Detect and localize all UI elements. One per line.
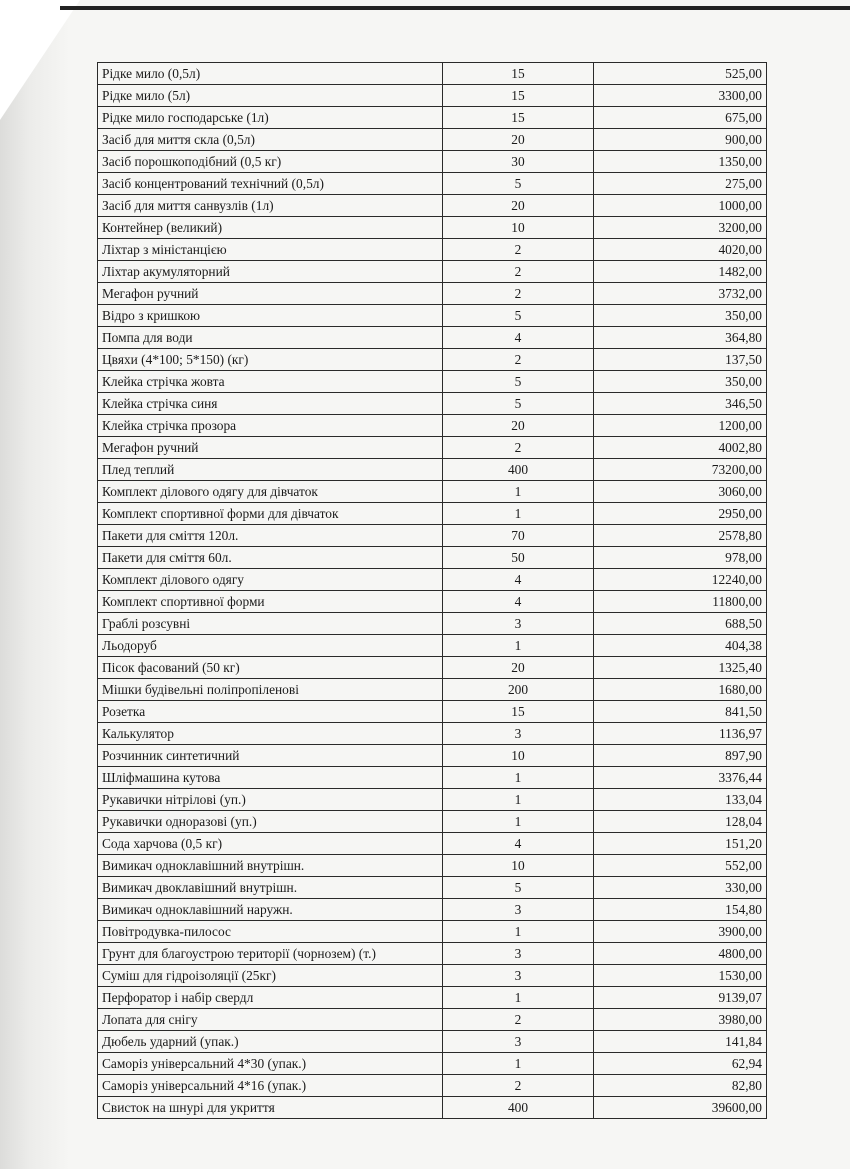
item-quantity-cell: 1 [443, 921, 594, 943]
table-row [98, 657, 767, 679]
item-quantity-cell: 4 [443, 833, 594, 855]
item-amount-cell: 675,00 [594, 107, 767, 129]
item-quantity-cell: 30 [443, 151, 594, 173]
item-amount-cell: 841,50 [594, 701, 767, 723]
item-name-cell: Помпа для води [98, 327, 443, 349]
item-quantity-cell: 4 [443, 569, 594, 591]
table-row [98, 1053, 767, 1075]
table-row [98, 591, 767, 613]
item-name-cell: Комплект ділового одягу [98, 569, 443, 591]
item-amount-cell: 62,94 [594, 1053, 767, 1075]
item-name-cell: Засіб для миття скла (0,5л) [98, 129, 443, 151]
item-name-cell: Грунт для благоустрою території (чорнозем) (т.) [98, 943, 443, 965]
item-amount-cell: 404,38 [594, 635, 767, 657]
item-quantity-cell: 2 [443, 1075, 594, 1097]
goods-table [97, 62, 767, 1119]
item-name-cell: Клейка стрічка синя [98, 393, 443, 415]
table-row [98, 635, 767, 657]
item-amount-cell: 350,00 [594, 371, 767, 393]
table-row [98, 899, 767, 921]
item-amount-cell: 128,04 [594, 811, 767, 833]
table-row [98, 481, 767, 503]
item-name-cell: Пісок фасований (50 кг) [98, 657, 443, 679]
item-amount-cell: 141,84 [594, 1031, 767, 1053]
table-row [98, 217, 767, 239]
item-amount-cell: 330,00 [594, 877, 767, 899]
table-row [98, 195, 767, 217]
item-quantity-cell: 3 [443, 965, 594, 987]
item-name-cell: Мегафон ручний [98, 437, 443, 459]
item-quantity-cell: 15 [443, 107, 594, 129]
item-amount-cell: 82,80 [594, 1075, 767, 1097]
table-row [98, 459, 767, 481]
item-name-cell: Калькулятор [98, 723, 443, 745]
item-quantity-cell: 70 [443, 525, 594, 547]
item-name-cell: Розчинник синтетичний [98, 745, 443, 767]
item-quantity-cell: 1 [443, 811, 594, 833]
table-row [98, 613, 767, 635]
item-quantity-cell: 2 [443, 239, 594, 261]
item-amount-cell: 897,90 [594, 745, 767, 767]
table-row [98, 283, 767, 305]
item-quantity-cell: 2 [443, 261, 594, 283]
item-amount-cell: 9139,07 [594, 987, 767, 1009]
table-row [98, 305, 767, 327]
item-amount-cell: 3900,00 [594, 921, 767, 943]
item-amount-cell: 1350,00 [594, 151, 767, 173]
item-amount-cell: 4002,80 [594, 437, 767, 459]
item-quantity-cell: 10 [443, 855, 594, 877]
item-quantity-cell: 5 [443, 173, 594, 195]
item-amount-cell: 4800,00 [594, 943, 767, 965]
item-name-cell: Засіб концентрований технічний (0,5л) [98, 173, 443, 195]
table-row [98, 723, 767, 745]
item-name-cell: Вимикач одноклавішний внутрішн. [98, 855, 443, 877]
table-row [98, 261, 767, 283]
item-quantity-cell: 3 [443, 723, 594, 745]
item-amount-cell: 12240,00 [594, 569, 767, 591]
table-row [98, 437, 767, 459]
item-amount-cell: 2578,80 [594, 525, 767, 547]
item-amount-cell: 3200,00 [594, 217, 767, 239]
item-name-cell: Саморіз універсальний 4*16 (упак.) [98, 1075, 443, 1097]
table-row [98, 987, 767, 1009]
item-name-cell: Ліхтар з міністанцією [98, 239, 443, 261]
item-name-cell: Суміш для гідроізоляції (25кг) [98, 965, 443, 987]
item-name-cell: Шліфмашина кутова [98, 767, 443, 789]
item-name-cell: Саморіз універсальний 4*30 (упак.) [98, 1053, 443, 1075]
item-name-cell: Клейка стрічка жовта [98, 371, 443, 393]
item-quantity-cell: 5 [443, 393, 594, 415]
table-row [98, 965, 767, 987]
table-row [98, 811, 767, 833]
table-row [98, 701, 767, 723]
item-quantity-cell: 1 [443, 789, 594, 811]
item-amount-cell: 346,50 [594, 393, 767, 415]
item-quantity-cell: 1 [443, 767, 594, 789]
item-name-cell: Рідке мило господарське (1л) [98, 107, 443, 129]
goods-table-container [97, 62, 762, 1119]
table-row [98, 767, 767, 789]
item-name-cell: Комплект спортивної форми для дівчаток [98, 503, 443, 525]
table-row [98, 547, 767, 569]
table-row [98, 415, 767, 437]
item-name-cell: Плед теплий [98, 459, 443, 481]
item-amount-cell: 11800,00 [594, 591, 767, 613]
item-quantity-cell: 4 [443, 591, 594, 613]
item-quantity-cell: 1 [443, 481, 594, 503]
item-amount-cell: 2950,00 [594, 503, 767, 525]
item-name-cell: Рідке мило (5л) [98, 85, 443, 107]
item-amount-cell: 3060,00 [594, 481, 767, 503]
item-amount-cell: 154,80 [594, 899, 767, 921]
item-name-cell: Засіб порошкоподібний (0,5 кг) [98, 151, 443, 173]
item-amount-cell: 3980,00 [594, 1009, 767, 1031]
item-amount-cell: 364,80 [594, 327, 767, 349]
item-name-cell: Лопата для снігу [98, 1009, 443, 1031]
table-row [98, 327, 767, 349]
item-name-cell: Мегафон ручний [98, 283, 443, 305]
item-quantity-cell: 3 [443, 943, 594, 965]
item-name-cell: Сода харчова (0,5 кг) [98, 833, 443, 855]
item-name-cell: Цвяхи (4*100; 5*150) (кг) [98, 349, 443, 371]
item-quantity-cell: 4 [443, 327, 594, 349]
item-name-cell: Вимикач одноклавішний наружн. [98, 899, 443, 921]
table-row [98, 943, 767, 965]
table-row [98, 877, 767, 899]
item-quantity-cell: 200 [443, 679, 594, 701]
item-quantity-cell: 2 [443, 437, 594, 459]
item-quantity-cell: 3 [443, 613, 594, 635]
table-row [98, 1031, 767, 1053]
item-name-cell: Рукавички одноразові (уп.) [98, 811, 443, 833]
item-amount-cell: 4020,00 [594, 239, 767, 261]
item-amount-cell: 1200,00 [594, 415, 767, 437]
item-amount-cell: 39600,00 [594, 1097, 767, 1119]
item-amount-cell: 1000,00 [594, 195, 767, 217]
table-row [98, 239, 767, 261]
item-quantity-cell: 50 [443, 547, 594, 569]
scan-top-edge [60, 6, 850, 10]
item-name-cell: Перфоратор і набір свердл [98, 987, 443, 1009]
table-row [98, 349, 767, 371]
item-amount-cell: 73200,00 [594, 459, 767, 481]
table-row [98, 921, 767, 943]
item-amount-cell: 137,50 [594, 349, 767, 371]
item-name-cell: Відро з кришкою [98, 305, 443, 327]
item-quantity-cell: 1 [443, 1053, 594, 1075]
page-corner-fold [0, 0, 80, 120]
item-amount-cell: 900,00 [594, 129, 767, 151]
item-amount-cell: 552,00 [594, 855, 767, 877]
table-row [98, 525, 767, 547]
item-name-cell: Засіб для миття санвузлів (1л) [98, 195, 443, 217]
goods-table-body [98, 63, 767, 1119]
item-quantity-cell: 2 [443, 283, 594, 305]
item-amount-cell: 1680,00 [594, 679, 767, 701]
item-name-cell: Комплект ділового одягу для дівчаток [98, 481, 443, 503]
item-quantity-cell: 1 [443, 987, 594, 1009]
item-name-cell: Свисток на шнурі для укриття [98, 1097, 443, 1119]
table-row [98, 393, 767, 415]
item-amount-cell: 350,00 [594, 305, 767, 327]
item-amount-cell: 275,00 [594, 173, 767, 195]
item-name-cell: Рідке мило (0,5л) [98, 63, 443, 85]
table-row [98, 833, 767, 855]
table-row [98, 679, 767, 701]
table-row [98, 85, 767, 107]
item-amount-cell: 3376,44 [594, 767, 767, 789]
table-row [98, 503, 767, 525]
item-quantity-cell: 20 [443, 195, 594, 217]
item-amount-cell: 3300,00 [594, 85, 767, 107]
item-quantity-cell: 20 [443, 415, 594, 437]
item-quantity-cell: 400 [443, 1097, 594, 1119]
item-quantity-cell: 1 [443, 503, 594, 525]
item-amount-cell: 133,04 [594, 789, 767, 811]
item-name-cell: Повітродувка-пилосос [98, 921, 443, 943]
table-row [98, 1009, 767, 1031]
item-name-cell: Граблі розсувні [98, 613, 443, 635]
item-name-cell: Комплект спортивної форми [98, 591, 443, 613]
item-name-cell: Пакети для сміття 60л. [98, 547, 443, 569]
item-quantity-cell: 10 [443, 745, 594, 767]
table-row [98, 173, 767, 195]
table-row [98, 745, 767, 767]
item-amount-cell: 525,00 [594, 63, 767, 85]
item-name-cell: Рукавички нітрілові (уп.) [98, 789, 443, 811]
item-quantity-cell: 20 [443, 129, 594, 151]
item-name-cell: Ліхтар акумуляторний [98, 261, 443, 283]
table-row [98, 371, 767, 393]
item-quantity-cell: 15 [443, 85, 594, 107]
table-row [98, 855, 767, 877]
item-quantity-cell: 2 [443, 1009, 594, 1031]
item-quantity-cell: 5 [443, 877, 594, 899]
item-name-cell: Контейнер (великий) [98, 217, 443, 239]
table-row [98, 107, 767, 129]
table-row [98, 129, 767, 151]
item-quantity-cell: 400 [443, 459, 594, 481]
scan-edge-shadow [0, 0, 70, 1169]
item-name-cell: Дюбель ударний (упак.) [98, 1031, 443, 1053]
item-amount-cell: 688,50 [594, 613, 767, 635]
table-row [98, 63, 767, 85]
item-quantity-cell: 10 [443, 217, 594, 239]
table-row [98, 151, 767, 173]
item-amount-cell: 1325,40 [594, 657, 767, 679]
item-name-cell: Льодоруб [98, 635, 443, 657]
item-name-cell: Мішки будівельні поліпропіленові [98, 679, 443, 701]
item-amount-cell: 1530,00 [594, 965, 767, 987]
item-quantity-cell: 2 [443, 349, 594, 371]
item-quantity-cell: 5 [443, 371, 594, 393]
item-amount-cell: 978,00 [594, 547, 767, 569]
item-amount-cell: 151,20 [594, 833, 767, 855]
item-name-cell: Пакети для сміття 120л. [98, 525, 443, 547]
item-quantity-cell: 15 [443, 701, 594, 723]
table-row [98, 789, 767, 811]
table-row [98, 1075, 767, 1097]
table-row [98, 569, 767, 591]
table-row [98, 1097, 767, 1119]
item-name-cell: Вимикач двоклавішний внутрішн. [98, 877, 443, 899]
item-quantity-cell: 15 [443, 63, 594, 85]
item-name-cell: Розетка [98, 701, 443, 723]
item-quantity-cell: 20 [443, 657, 594, 679]
item-amount-cell: 3732,00 [594, 283, 767, 305]
item-quantity-cell: 5 [443, 305, 594, 327]
item-quantity-cell: 1 [443, 635, 594, 657]
item-amount-cell: 1136,97 [594, 723, 767, 745]
item-quantity-cell: 3 [443, 899, 594, 921]
item-quantity-cell: 3 [443, 1031, 594, 1053]
item-amount-cell: 1482,00 [594, 261, 767, 283]
item-name-cell: Клейка стрічка прозора [98, 415, 443, 437]
